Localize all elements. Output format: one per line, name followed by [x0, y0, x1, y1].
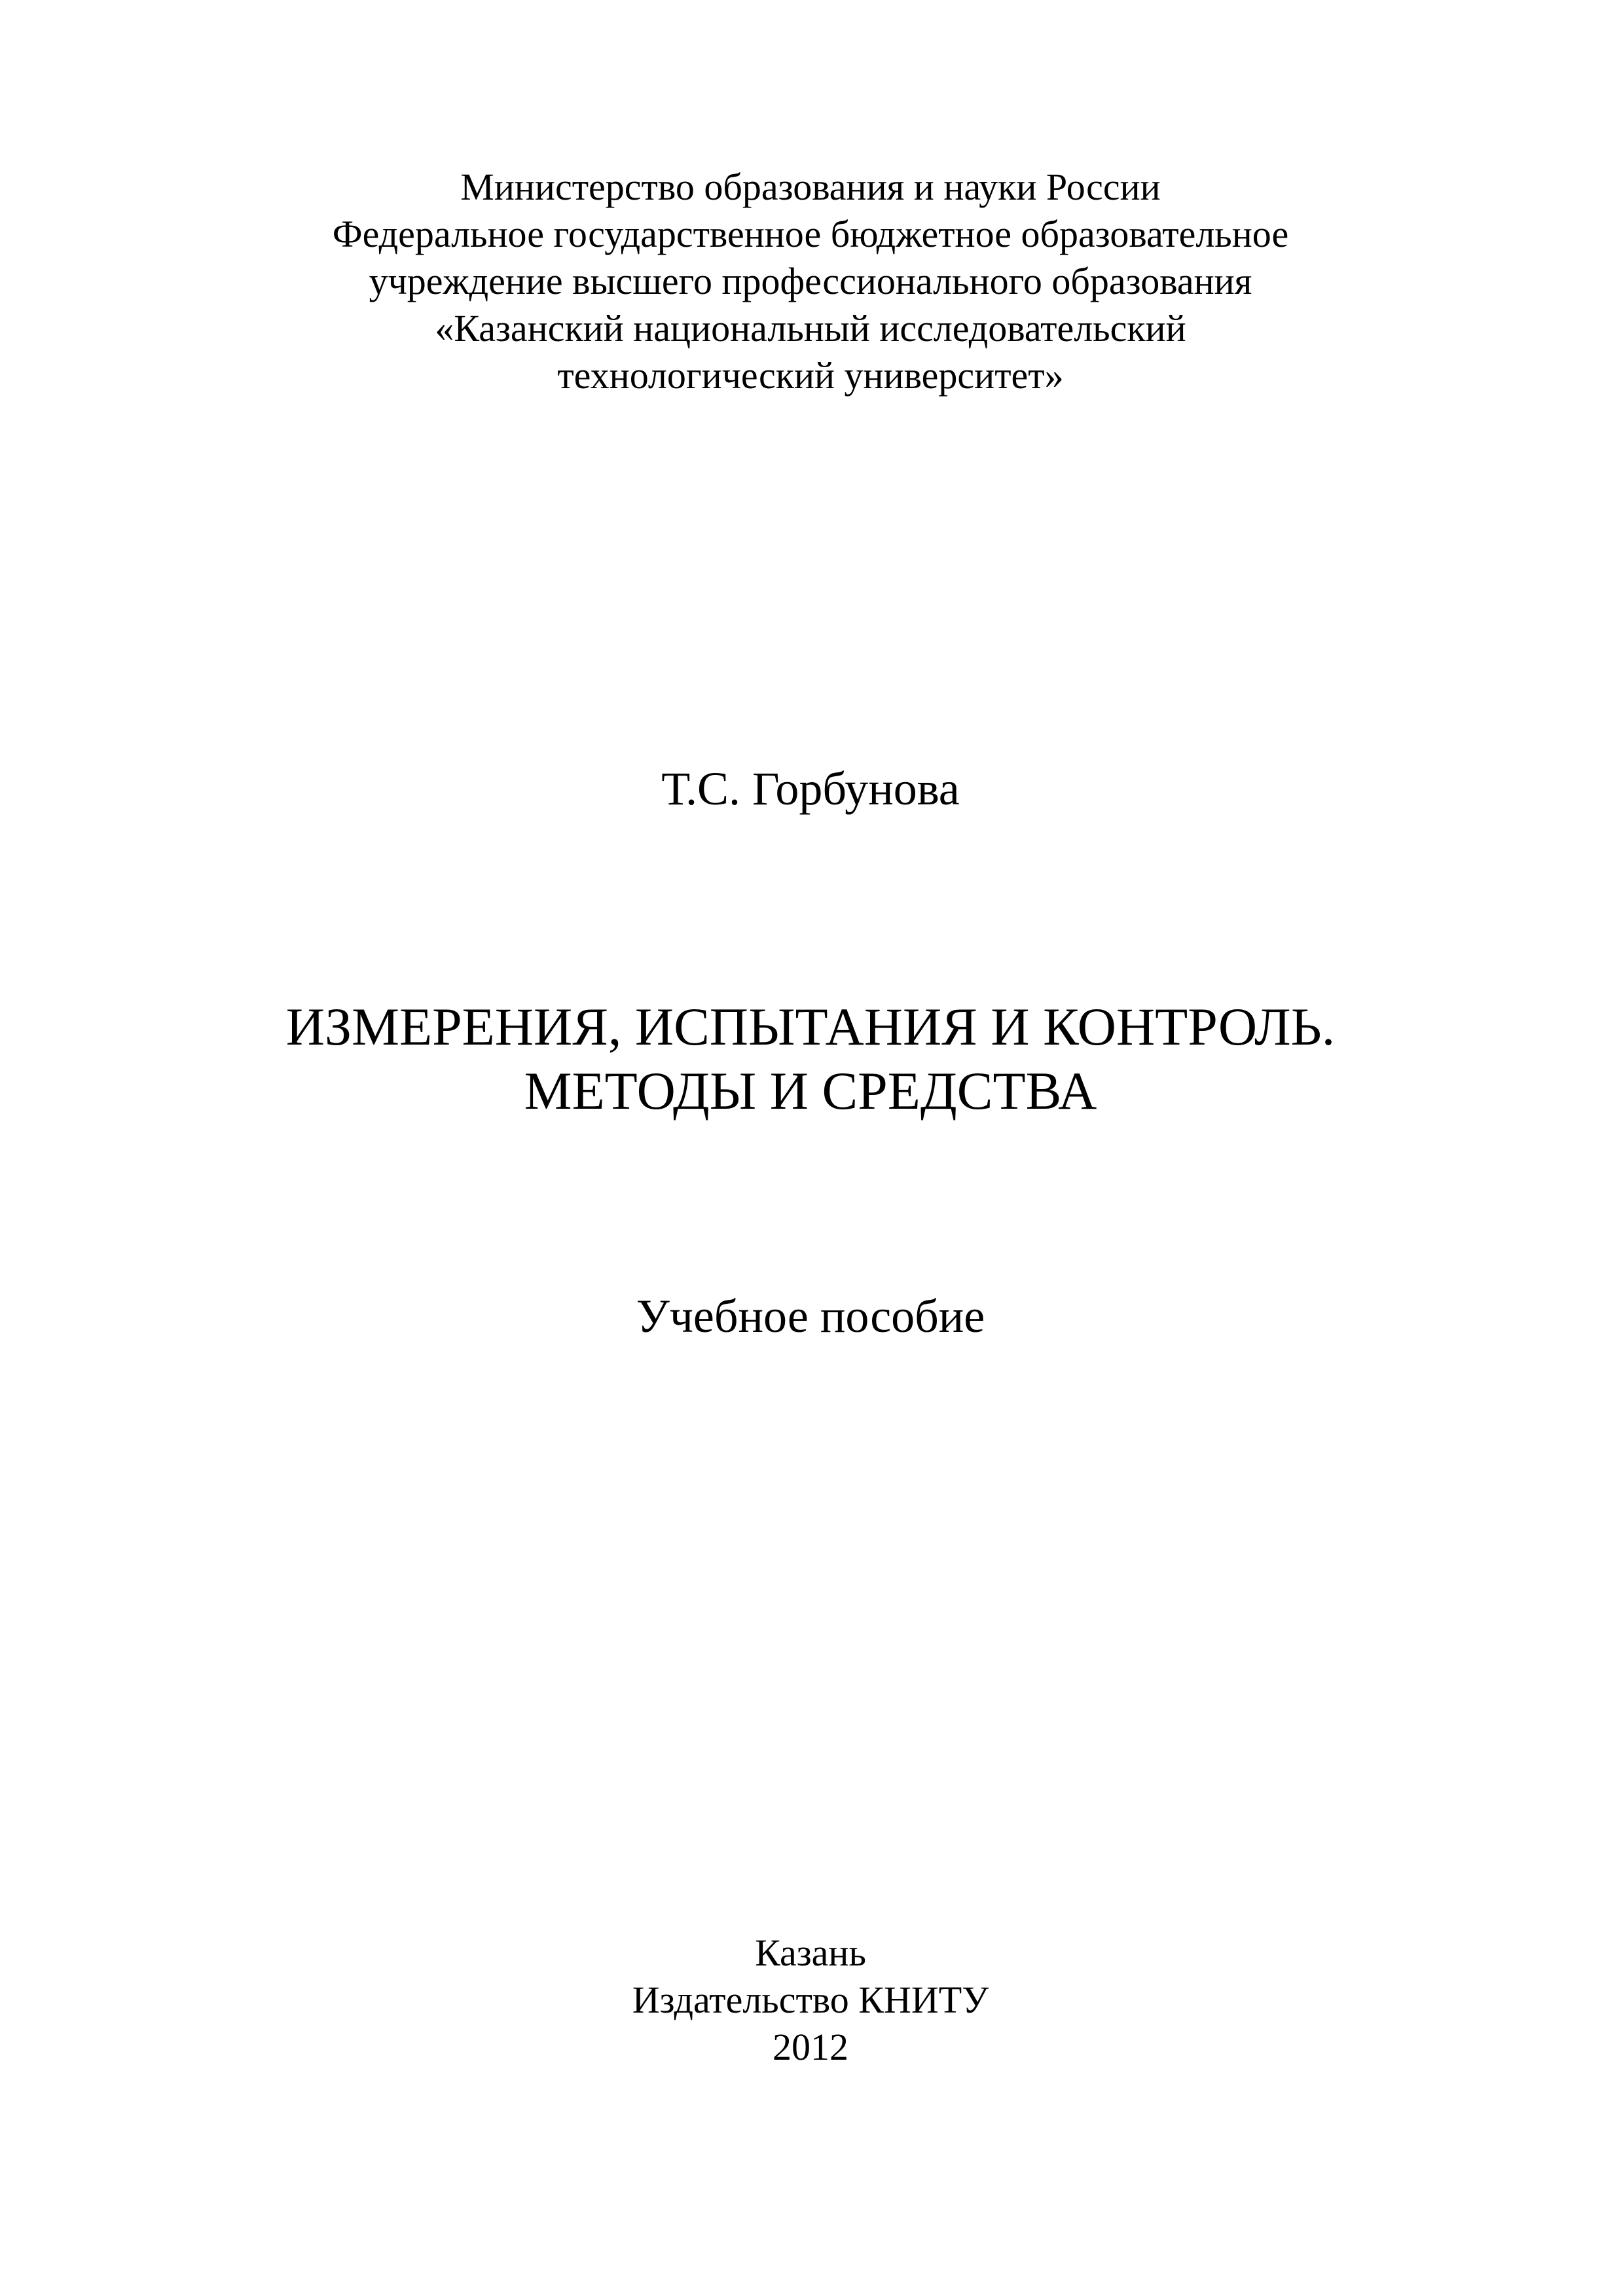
book-subtitle: Учебное пособие — [636, 1290, 985, 1342]
imprint-city: Казань — [755, 1931, 866, 1974]
author-name: Т.С. Горбунова — [661, 762, 960, 815]
imprint — [0, 1929, 1621, 2071]
organization-header — [0, 164, 1621, 399]
imprint-year: 2012 — [773, 2026, 848, 2068]
institution-type-line-1: Федеральное государственное бюджетное образовательное — [332, 213, 1289, 255]
university-name-line-1: «Казанский национальный исследовательский — [435, 307, 1186, 350]
ministry-line: Министерство образования и науки России — [460, 166, 1161, 208]
book-title-line-1: ИЗМЕРЕНИЯ, ИСПЫТАНИЯ И КОНТРОЛЬ. — [285, 997, 1336, 1056]
book-title-line-2: МЕТОДЫ И СРЕДСТВА — [524, 1061, 1097, 1121]
imprint-publisher: Издательство КНИТУ — [632, 1979, 989, 2021]
university-name-line-2: технологический университет» — [557, 354, 1064, 397]
book-title — [0, 995, 1621, 1123]
institution-type-line-2: учреждение высшего профессионального образования — [369, 260, 1252, 302]
